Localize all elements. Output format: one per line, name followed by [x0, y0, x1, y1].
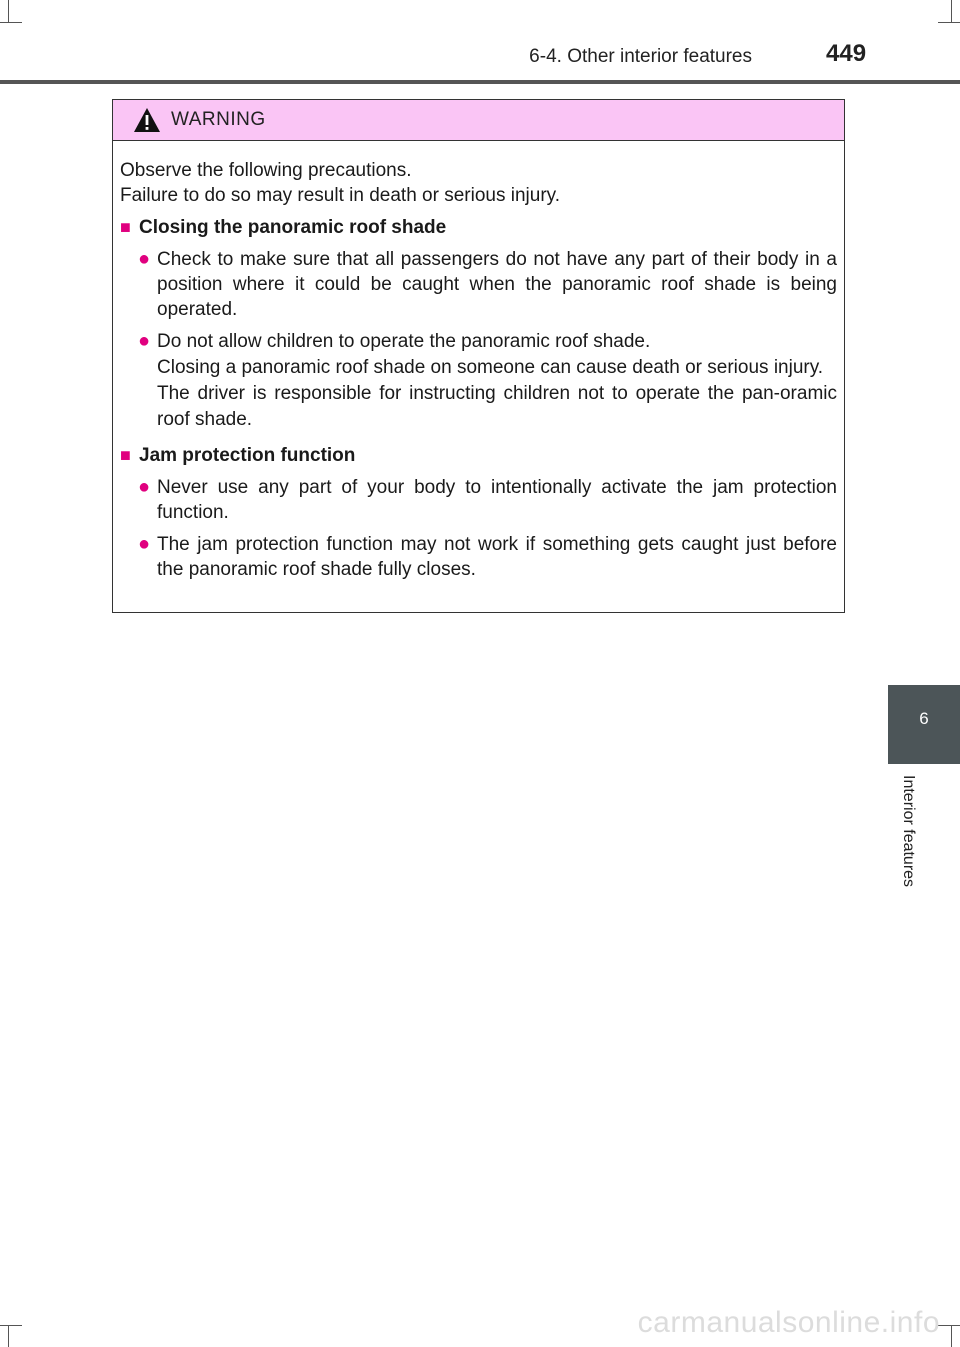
- header-divider: [0, 80, 960, 84]
- chapter-number: 6: [919, 709, 929, 728]
- intro-text: Observe the following precautions.: [120, 160, 412, 181]
- warning-body: [113, 141, 844, 582]
- list-item: [138, 475, 837, 525]
- round-bullet-icon: ●: [138, 248, 151, 270]
- crop-mark: [0, 22, 22, 23]
- list-item-text: The driver is responsible for instructing children not to operate the pan-oramic roof shade.: [157, 383, 837, 430]
- watermark: carmanualsonline.info: [637, 1306, 940, 1339]
- chapter-label: Interior features: [900, 775, 917, 888]
- round-bullet-icon: ●: [138, 330, 151, 352]
- list-item-text: Closing a panoramic roof shade on someone can cause death or serious injury.: [157, 357, 824, 378]
- crop-mark: [8, 1325, 9, 1347]
- crop-mark: [0, 1325, 22, 1326]
- crop-mark: [938, 1325, 960, 1326]
- warning-triangle-icon: [133, 107, 161, 133]
- intro-text: Failure to do so may result in death or serious injury.: [120, 185, 561, 206]
- warning-box: [112, 99, 845, 613]
- section-heading: [120, 215, 837, 240]
- section-heading-text: Closing the panoramic roof shade: [139, 217, 447, 238]
- square-bullet-icon: ■: [120, 445, 131, 465]
- crop-mark: [951, 1325, 952, 1347]
- list-item-text: Check to make sure that all passengers do not have any part of their body in a position where it could be caught when the panoramic roof shade is being operated.: [157, 249, 837, 320]
- section-heading: [120, 443, 837, 468]
- crop-mark: [8, 0, 9, 22]
- round-bullet-icon: ●: [138, 476, 151, 498]
- section-heading-text: Jam protection function: [139, 445, 356, 466]
- crop-mark: [951, 0, 952, 22]
- warning-header: [113, 100, 844, 141]
- list-item: [138, 532, 837, 582]
- crop-mark: [938, 22, 960, 23]
- list-item: [138, 329, 837, 433]
- square-bullet-icon: ■: [120, 217, 131, 237]
- round-bullet-icon: ●: [138, 533, 151, 555]
- chapter-tab: [888, 685, 960, 764]
- list-item-text: Do not allow children to operate the panoramic roof shade.: [157, 331, 651, 352]
- list-item-text: Never use any part of your body to intentionally activate the jam protection function.: [157, 477, 837, 523]
- list-item: [138, 247, 837, 322]
- page-number: 449: [826, 40, 867, 67]
- list-item-text: The jam protection function may not work if something gets caught just before the panoramic roof shade fully closes.: [157, 534, 837, 580]
- section-title: 6-4. Other interior features: [529, 46, 752, 67]
- warning-title: WARNING: [171, 109, 266, 130]
